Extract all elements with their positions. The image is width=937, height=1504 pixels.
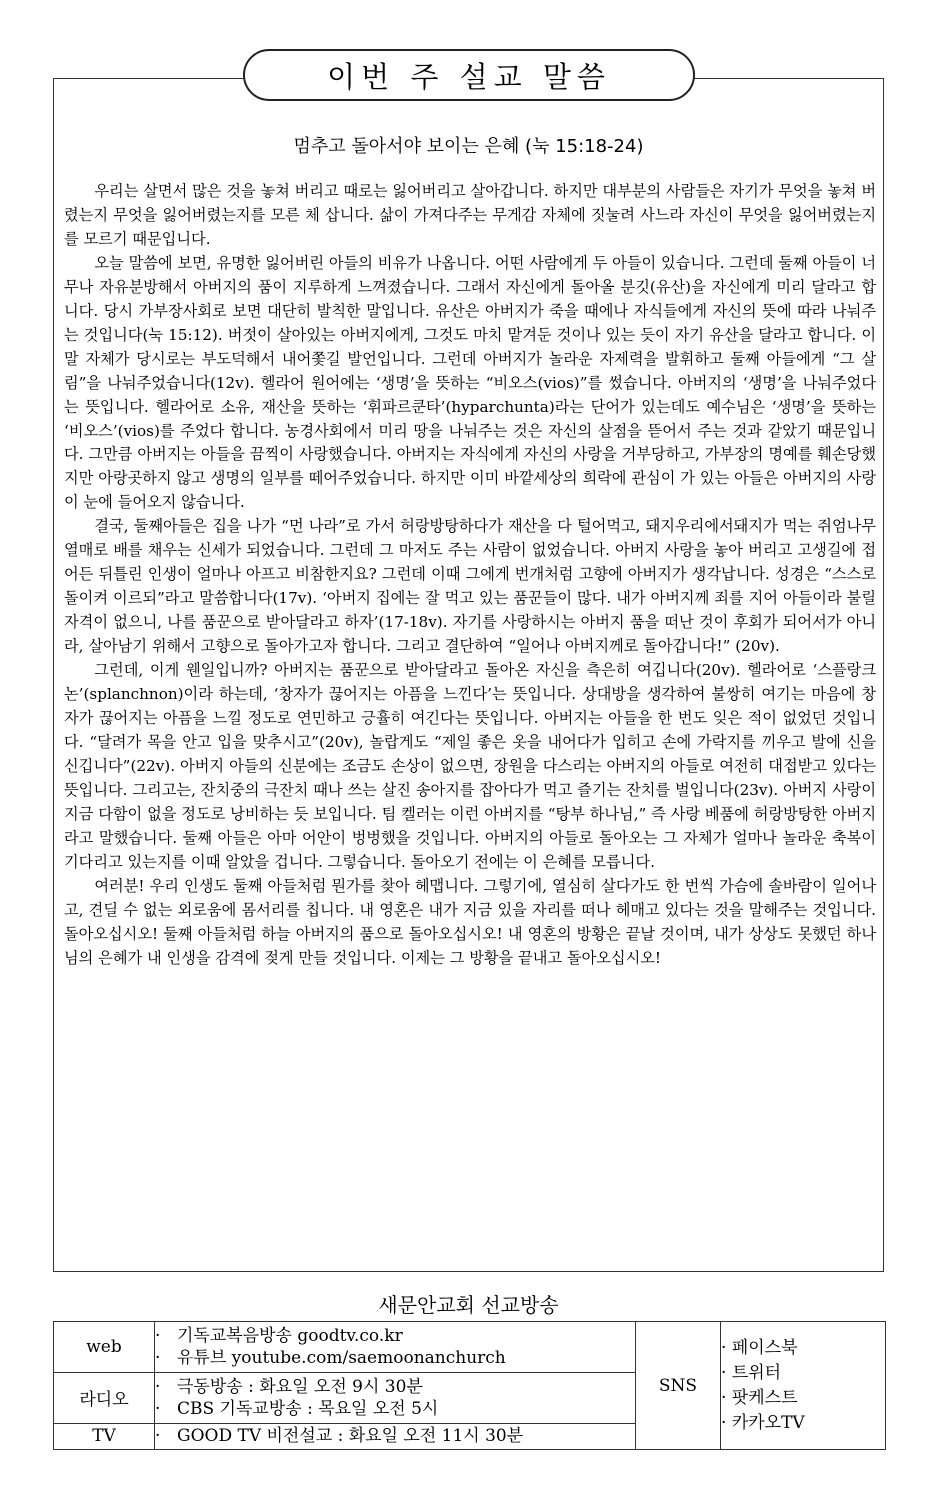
list-item: · 극동방송 : 화요일 오전 9시 30분	[155, 1376, 423, 1397]
sermon-subtitle: 멈추고 돌아서야 보이는 은혜 (눅 15:18-24)	[293, 136, 644, 157]
sns-list	[721, 1322, 886, 1450]
list-item: · 페이스북	[721, 1337, 798, 1358]
web-item: 기독교복음방송 goodtv.co.kr	[177, 1325, 403, 1346]
sns-item: 카카오TV	[731, 1412, 805, 1433]
radio-item: 극동방송 : 화요일 오전 9시 30분	[177, 1376, 423, 1397]
sns-item: 팟케스트	[731, 1387, 798, 1408]
broadcast-table	[53, 1321, 886, 1450]
page-title: 이번 주 설교 말씀	[243, 49, 695, 101]
list-item: · 유튜브 youtube.com/saemoonanchurch	[155, 1347, 506, 1368]
list-item: · 트위터	[721, 1362, 782, 1383]
paragraph: 우리는 살면서 많은 것을 놓쳐 버리고 때로는 잃어버리고 살아갑니다. 하지만 대부분의 사람들은 자기가 무엇을 놓쳐 버렸는지 무엇을 잃어버렸는지를 모른 체 삽니다. 삶이 가져다주는 무게감 자체에 짓눌려 사느라 자신이 무엇을 잃어버렸는지를 모르기 때문입니다.	[64, 182, 876, 248]
radio-label: 라디오	[54, 1372, 155, 1423]
list-item: · 팟케스트	[721, 1387, 798, 1408]
tv-entries	[155, 1423, 636, 1449]
sns-item: 페이스북	[731, 1337, 798, 1358]
list-item: · 기독교복음방송 goodtv.co.kr	[155, 1325, 403, 1346]
radio-entries	[155, 1372, 636, 1423]
list-item: · GOOD TV 비전설교 : 화요일 오전 11시 30분	[155, 1426, 524, 1447]
web-label: web	[54, 1322, 155, 1373]
web-entries	[155, 1322, 636, 1373]
web-item: 유튜브 youtube.com/saemoonanchurch	[177, 1347, 506, 1368]
broadcast-title: 새문안교회 선교방송	[378, 1293, 559, 1317]
sns-label: SNS	[636, 1322, 721, 1450]
table-row	[54, 1322, 886, 1373]
list-item: · CBS 기독교방송 : 목요일 오전 5시	[155, 1398, 439, 1419]
paragraph: 그런데, 이게 웬일입니까? 아버지는 품꾼으로 받아달라고 돌아온 자신을 측은히 여깁니다(20v). 헬라어로 ‘스플랑크논’(splanchnon)이라 하는데, ‘창자가 끊어지는 아픔을 느낀다’는 뜻입니다. 상대방을 생각하여 불쌍히 여기는 마음에 창자가 끊어지는 아픔을 느낄 정도로 연민하고 긍휼히 여긴다는 뜻입니다. 아버지는 아들을 한 번도 잊은 적이 없었던 것입니다. “달려가 목을 안고 입을 맞추시고”(20v), 놀랍게도 “제일 좋은 옷을 내어다가 입히고 손에 가락지를 끼우고 발에 신을 신깁니다”(22v). 아버지 아들의 신분에는 조금도 손상이 없으면, 장원을 다스리는 아버지의 아들로 여전히 대접받고 있다는 뜻입니다. 그리고는, 잔치중의 극잔치 때나 쓰는 살진 송아지를 잡아다가 먹고 즐기는 잔치를 벌입니다(23v). 아버지 사랑이 지금 다함이 없을 정도로 낭비하는 듯 보입니다. 팀 켈러는 이런 아버지를 “탕부 하나님,” 즉 사랑 베품에 허랑방탕한 아버지라고 말했습니다. 둘째 아들은 아마 어안이 벙벙했을 것입니다. 아버지의 아들로 돌아오는 그 자체가 얼마나 놀라운 축복이 기다리고 있는지를 이때 알았을 겁니다. 그렇습니다. 돌아오기 전에는 이 은혜를 모릅니다.	[64, 661, 876, 871]
sermon-body	[64, 180, 876, 970]
tv-label: TV	[54, 1423, 155, 1449]
paragraph: 결국, 둘째아들은 집을 나가 “먼 나라”로 가서 허랑방탕하다가 재산을 다 털어먹고, 돼지우리에서돼지가 먹는 쥐엄나무 열매로 배를 채우는 신세가 되었습니다. 그런데 그 마저도 주는 사람이 없었습니다. 아버지 사랑을 놓아 버리고 고생길에 접어든 뒤틀린 인생이 얼마나 아프고 비참한지요? 그런데 이때 그에게 번개처럼 고향에 아버지가 생각납니다. 성경은 “스스로 돌이켜 이르되”라고 말씀합니다(17v). ‘아버지 집에는 잘 먹고 있는 품꾼들이 많다. 내가 아버지께 죄를 지어 아들이라 불릴 자격이 없으니, 나를 품꾼으로 받아달라고 하자’(17-18v). 자기를 사랑하시는 아버지 품을 떠난 것이 후회가 되어서가 아니라, 살아남기 위해서 고향으로 돌아가고자 합니다. 그리고 결단하여 “일어나 아버지께로 돌아갑니다!” (20v).	[64, 517, 876, 656]
paragraph: 오늘 말씀에 보면, 유명한 잃어버린 아들의 비유가 나옵니다. 어떤 사람에게 두 아들이 있습니다. 그런데 둘째 아들이 너무나 자유분방해서 아버지의 품이 지루하게 느껴졌습니다. 그래서 자신에게 돌아올 분깃(유산)을 자신에게 미리 달라고 합니다. 당시 가부장사회로 보면 대단히 발칙한 말입니다. 유산은 아버지가 죽을 때에나 자식들에게 자신의 뜻에 따라 나눠주는 것입니다(눅 15:12). 버젓이 살아있는 아버지에게, 그것도 마치 맡겨둔 것이나 있는 듯이 자기 유산을 달라고 합니다. 이 말 자체가 당시로는 부도덕해서 내어쫓길 발언입니다. 그런데 아버지가 놀라운 자제력을 발휘하고 둘째 아들에게 “그 살림”을 나눠주었습니다(12v). 헬라어 원어에는 ‘생명’을 뜻하는 “비오스(vios)”를 썼습니다. 아버지의 ‘생명’을 나눠주었다는 뜻입니다. 헬라어로 소유, 재산을 뜻하는 ‘휘파르쿤타’(hyparchunta)라는 단어가 있는데도 예수님은 ‘생명’을 뜻하는 ‘비오스’(vios)를 주었다 합니다. 농경사회에서 미리 땅을 나눠주는 것은 자신의 살점을 뜯어서 주는 것과 같았기 때문입니다. 그만큼 아버지는 아들을 끔찍이 사랑했습니다. 아버지는 자식에게 자신의 사랑을 거부당하고, 가부장의 명예를 훼손당했지만 아랑곳하지 않고 생명의 일부를 떼어주었습니다. 하지만 이미 바깥세상의 희락에 관심이 가 있는 아들은 아버지의 사랑이 눈에 들어오지 않습니다.	[64, 253, 876, 512]
sns-item: 트위터	[731, 1362, 782, 1383]
list-item: · 카카오TV	[721, 1412, 805, 1433]
paragraph: 여러분! 우리 인생도 둘째 아들처럼 뭔가를 찾아 헤맵니다. 그렇기에, 열심히 살다가도 한 번씩 가슴에 솔바람이 일어나고, 견딜 수 없는 외로움에 몸서리를 칩니다. 내 영혼은 내가 지금 있을 자리를 떠나 헤매고 있다는 것을 말해주는 것입니다. 돌아오십시오! 둘째 아들처럼 하늘 아버지의 품으로 돌아오십시오! 내 영혼의 방황은 끝날 것이며, 내가 상상도 못했던 하나님의 은혜가 내 인생을 감격에 젖게 만들 것입니다. 이제는 그 방황을 끝내고 돌아오십시오!	[64, 876, 876, 967]
radio-item: CBS 기독교방송 : 목요일 오전 5시	[177, 1398, 439, 1419]
tv-item: GOOD TV 비전설교 : 화요일 오전 11시 30분	[177, 1426, 524, 1447]
